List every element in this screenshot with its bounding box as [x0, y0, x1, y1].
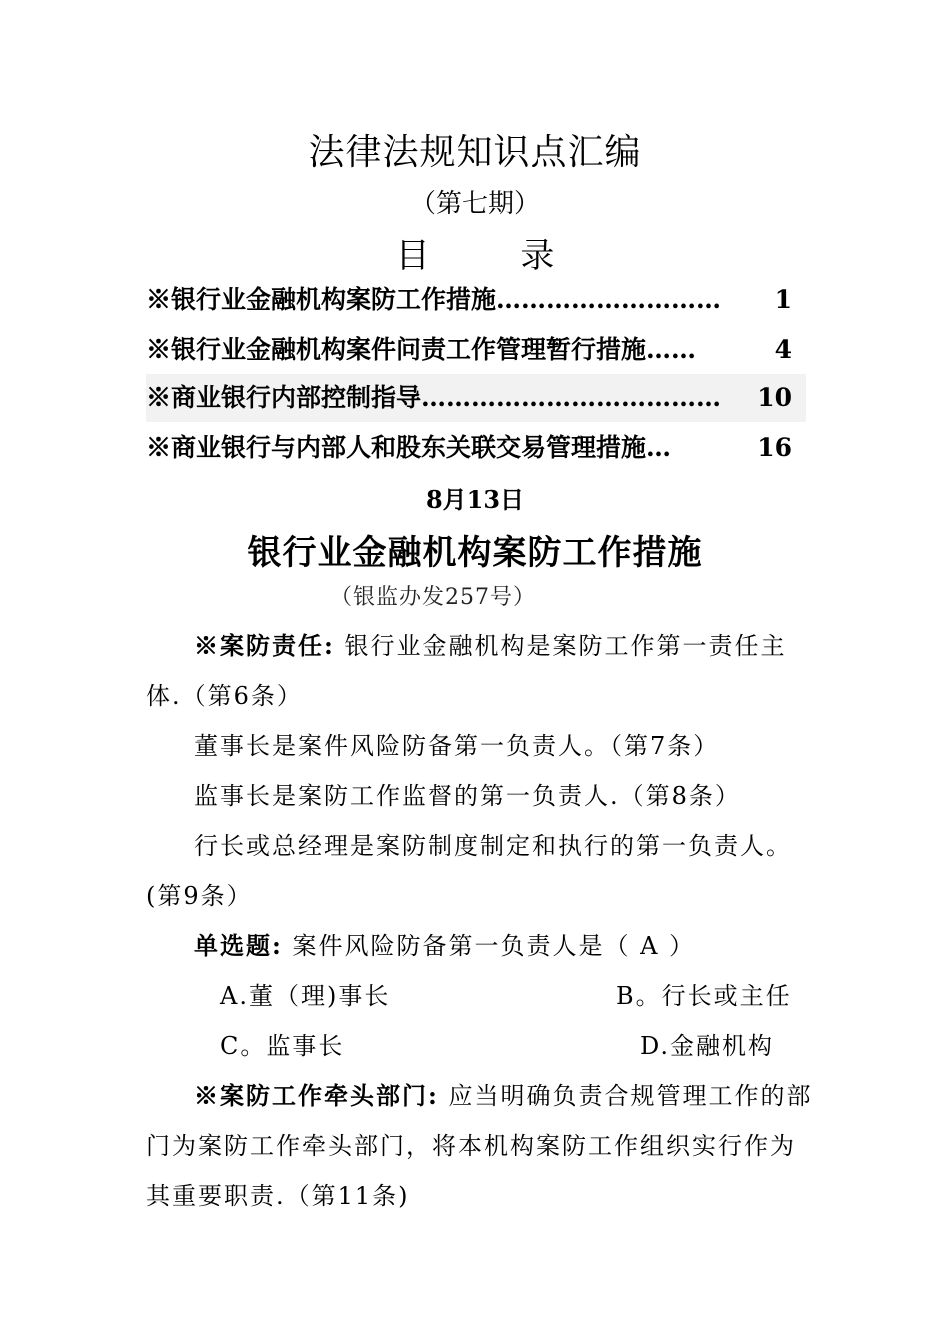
paragraph-continuation: (第9条） [146, 882, 253, 910]
issue-number: （第七期） [409, 189, 540, 219]
quiz-label: 单选题: [194, 931, 283, 960]
paragraph-chairman: 董事长是案件风险防备第一负责人。（第7条） [194, 732, 720, 760]
paragraph-responsibility [194, 626, 787, 666]
toc-entry-title: ※银行业金融机构案防工作措施……………………… [146, 285, 722, 314]
toc-entry[interactable] [146, 424, 806, 472]
paragraph-text: 应当明确负责合规管理工作的部 [448, 1082, 813, 1110]
quiz-option-a: A.董（理)事长 [220, 982, 391, 1010]
toc-entry-title: ※银行业金融机构案件问责工作管理暂行措施…… [146, 335, 697, 364]
paragraph-lead-department [194, 1076, 813, 1116]
paragraph-continuation: 其重要职责.（第11条) [146, 1182, 410, 1210]
toc-entry[interactable] [146, 326, 806, 374]
paragraph-continuation: 体.（第6条） [146, 682, 303, 710]
page-title: 法律法规知识点汇编 [308, 132, 642, 173]
quiz-option-c: C。监事长 [220, 1032, 345, 1060]
document-title: 银行业金融机构案防工作措施 [247, 533, 703, 573]
toc-entry-title: ※商业银行内部控制指导……………………………… [146, 383, 722, 412]
paragraph-continuation: 门为案防工作牵头部门，将本机构案防工作组织实行作为 [146, 1132, 796, 1160]
quiz-text: 案件风险防备第一负责人是（ A ） [292, 932, 696, 960]
quiz-question [194, 926, 695, 966]
paragraph-text: 银行业金融机构是案防工作第一责任主 [344, 632, 787, 660]
toc-entry-page: 10 [757, 383, 792, 412]
toc-entry-title: ※商业银行与内部人和股东关联交易管理措施… [146, 433, 672, 462]
publish-date: 8月13日 [425, 485, 525, 514]
quiz-option-b: B。行长或主任 [616, 982, 792, 1010]
paragraph-president: 行长或总经理是案防制度制定和执行的第一负责人。 [194, 832, 792, 860]
paragraph-label: ※案防工作牵头部门: [194, 1081, 439, 1110]
toc-entry-page: 4 [774, 335, 792, 364]
toc-entry[interactable] [146, 276, 806, 324]
quiz-option-d: D.金融机构 [640, 1032, 775, 1060]
toc-entry[interactable] [146, 374, 806, 422]
paragraph-supervisor: 监事长是案防工作监督的第一负责人.（第8条） [194, 782, 741, 810]
toc-entry-page: 16 [757, 433, 792, 462]
toc-heading: 目 录 [395, 236, 595, 276]
toc-entry-page: 1 [774, 285, 792, 314]
paragraph-label: ※案防责任: [194, 631, 335, 660]
document-number: （银监办发257号） [330, 585, 536, 610]
